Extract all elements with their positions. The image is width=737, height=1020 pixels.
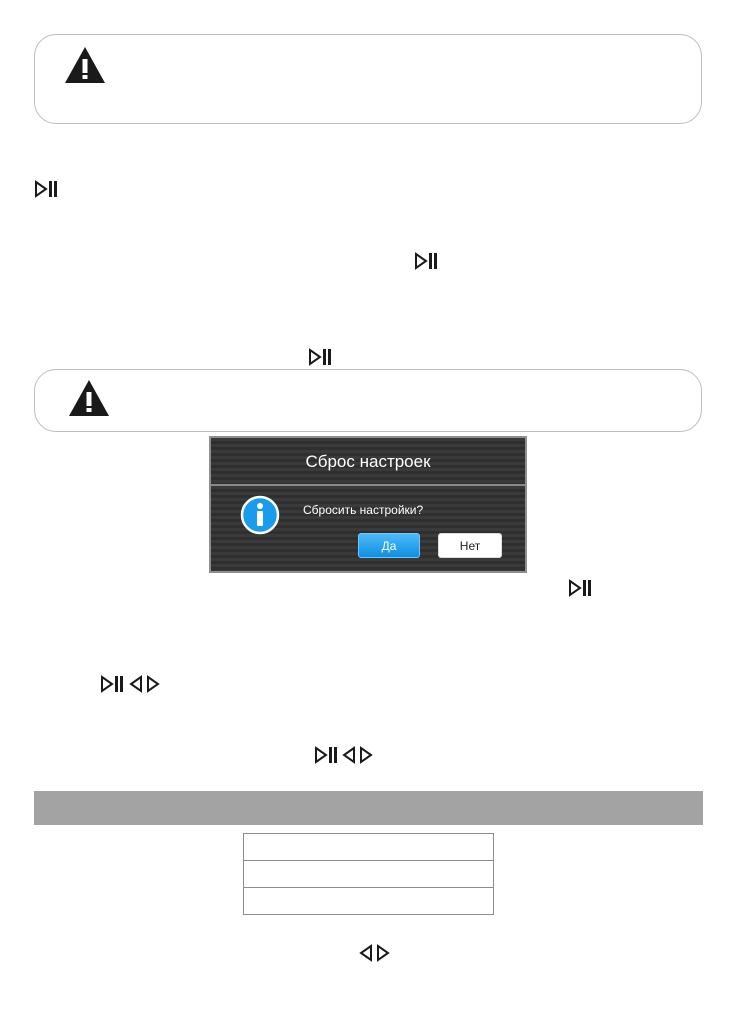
- left-right-arrows-icon: [341, 746, 375, 764]
- table-cell: [244, 834, 494, 861]
- dialog-title: Сброс настроек: [305, 452, 431, 471]
- play-pause-icon: [34, 180, 58, 198]
- warning-triangle-icon: [67, 378, 111, 418]
- warning-note-1: [34, 34, 702, 124]
- play-pause-icon: [414, 252, 438, 270]
- dialog-message: Сбросить настройки?: [303, 503, 424, 517]
- reset-settings-dialog: [209, 436, 527, 573]
- left-right-arrows-icon: [358, 944, 392, 962]
- play-pause-icon: [100, 675, 124, 693]
- play-pause-icon: [314, 746, 338, 764]
- table-cell: [244, 861, 494, 888]
- play-pause-icon: [568, 579, 592, 597]
- table-row: [244, 834, 494, 861]
- warning-triangle-icon: [63, 45, 107, 85]
- no-button[interactable]: Нет: [438, 533, 502, 558]
- play-pause-icon: [308, 348, 332, 366]
- warning-note-2: [34, 369, 702, 432]
- settings-table: [243, 833, 494, 915]
- dialog-divider: [211, 484, 525, 486]
- section-header-bar: [34, 791, 703, 825]
- yes-button[interactable]: Да: [358, 533, 420, 558]
- left-right-arrows-icon: [128, 675, 162, 693]
- table-row: [244, 888, 494, 915]
- table-row: [244, 861, 494, 888]
- info-icon: [240, 495, 280, 535]
- table-cell: [244, 888, 494, 915]
